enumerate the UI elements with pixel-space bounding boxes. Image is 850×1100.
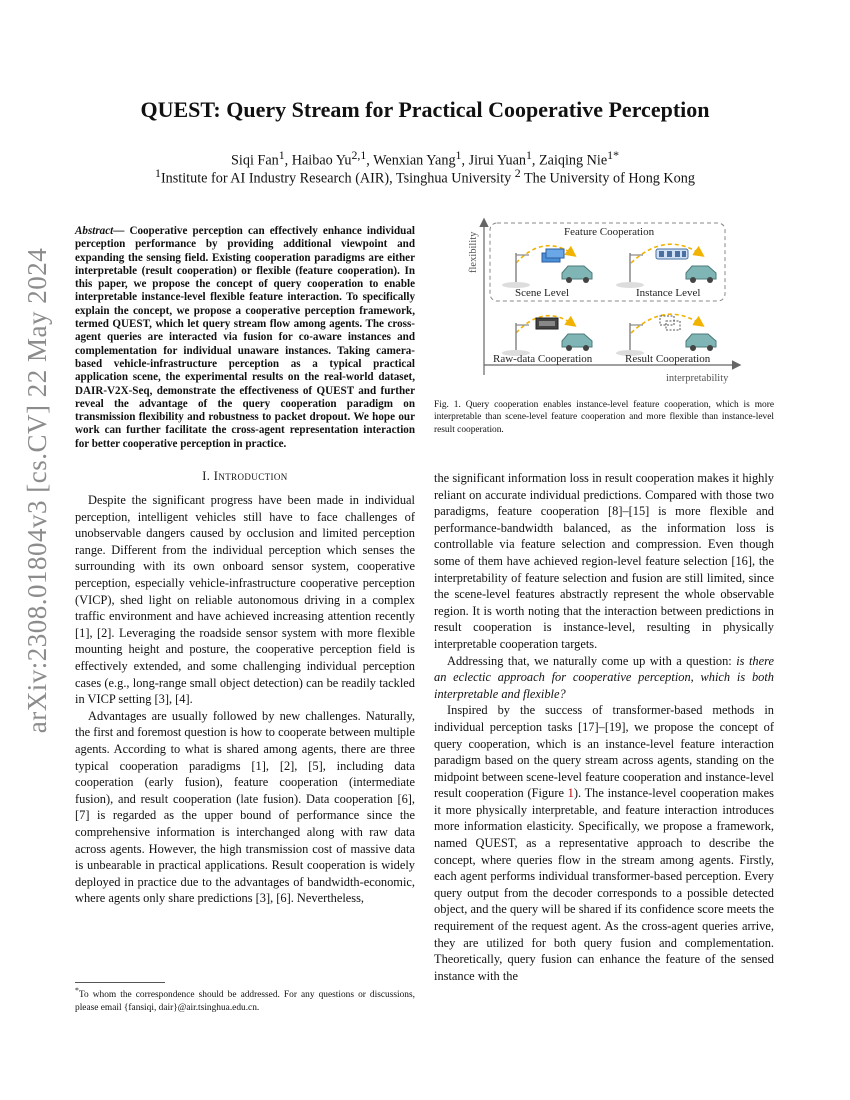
author-list: Siqi Fan$^1$, Haibao Yu$^{2,1}$, Wenxian Yang$^1$, Jirui Yuan$^1$, Zaiqing Nie$^{1*}$ xyxy=(231,148,619,169)
left-column xyxy=(75,225,415,907)
instance-level-cell xyxy=(616,244,716,299)
section-heading: I. Introduction xyxy=(202,469,288,484)
intro-paragraph-2: Advantages are usually followed by new challenges. Naturally, the first and foremost question is how to cooperate between multiple agents. According to what is shared among agents, there are three typical cooperation paradigms [1], [2], [5], including data cooperation (early fusion), feature cooperation (intermediate fusion), and result cooperation (late fusion). Data cooperation [6], [7] is regarded as the upper bound of performance since the comprehensive information is interchanged along with raw data across agents. However, the high transmission cost of massive data is unbearable in practical applications. Result cooperation is widely deployed in practice due to the advantages of bandwidth-economic, where agents only share predictions [3], [6]. Nevertheless, xyxy=(75,708,415,906)
author-name: Siqi Fan xyxy=(231,152,279,169)
figure-1 xyxy=(434,215,774,390)
figure-caption: Fig. 1. Query cooperation enables instance-level feature cooperation, which is more interpretable than scene-level feature cooperation and more flexible than instance-level result cooperation. xyxy=(434,400,774,435)
arxiv-identifier xyxy=(8,247,68,733)
paper-title: QUEST: Query Stream for Practical Cooperative Perception xyxy=(140,97,710,122)
affiliation-1: Institute for AI Industry Research (AIR), Tsinghua University xyxy=(160,170,512,187)
car-icon xyxy=(562,266,592,279)
car-icon xyxy=(562,334,592,347)
footnote-text: To whom the correspondence should be addressed. For any questions or discussions, please email {fansiqi, dair}@air.tsinghua.edu.cn. xyxy=(75,990,415,1013)
figure-1-diagram xyxy=(434,215,774,390)
x-axis-label: interpretability xyxy=(666,373,729,384)
abstract-label: Abstract xyxy=(75,225,114,237)
author-sup: 1 xyxy=(455,148,462,162)
footnote-rule xyxy=(75,982,165,983)
feature-cooperation-label: Feature Cooperation xyxy=(564,226,655,238)
car-icon xyxy=(686,334,716,347)
footnote-sup: * xyxy=(75,986,79,995)
affil-sup: 2 xyxy=(514,166,521,180)
author-sup: 1 xyxy=(278,148,285,162)
footnote xyxy=(75,985,415,1014)
cell-label-scene: Scene Level xyxy=(515,287,570,299)
author-sup: 2,1 xyxy=(351,148,367,162)
right-column xyxy=(434,470,774,984)
result-cell xyxy=(616,314,716,365)
right-paragraph-1: the significant information loss in result cooperation makes it highly reliant on accurate individual predictions. Compared with those two paradigms, feature cooperation [8]–[15] is more flexible and performance-bandwidth balanced, as the information loss is controllable via feature selection and compression. Even though some of them have achieved region-level feature selection [16], the interpretability of feature selection and fusion are still limited, since the scene-level features abstractly represent the whole observable region. It is worth noting that the interaction between predictions in result cooperation is instance-level, resulting in physically interpretable cooperation targets. xyxy=(434,471,774,651)
raw-data-cell xyxy=(493,316,593,365)
para3-a: Inspired by the success of transformer-based methods in individual perception tasks [17]–[19], we propose the concept of query cooperation, which is an instance-level feature interaction paradigm based on the query stream across agents, standing on the midpoint between scene-level feature cooperation and instance-level result cooperation (Figure xyxy=(434,703,774,801)
abstract xyxy=(75,225,415,451)
affiliation-2: The University of Hong Kong xyxy=(523,170,695,187)
author-name: Jirui Yuan xyxy=(468,152,526,169)
author-name: Haibao Yu xyxy=(291,152,352,169)
cell-label-result: Result Cooperation xyxy=(625,353,711,365)
research-question: is there an eclectic approach for cooperative perception, which is both interpretable and flexible? xyxy=(434,653,774,701)
right-paragraph-3 xyxy=(434,702,774,984)
para3-b: ). The instance-level cooperation makes it more physically interpretable, and feature interaction introduces more information elasticity. Specifically, we propose a framework, named QUEST, as a representative approach to describe the concept, where queries flow in the stream among agents. Firstly, each agent performs individual transformer-based perception. Every query output from the decoder corresponds to a possible detected object, and the query will be shared if its confidence score meets the requirement of the request agent. As the cross-agent queries arrive, they are utilized for both query fusion and complementation. Theoretically, query fusion can enhance the feature of the sensed instance with the xyxy=(434,786,774,983)
y-axis-label: flexibility xyxy=(468,231,479,273)
cell-label-raw: Raw-data Cooperation xyxy=(493,353,593,365)
intro-paragraph-1: Despite the significant progress have been made in individual perception, intelligent vehicles still have to face challenges of unobservable dangers caused by occlusion and limited perception range. Different from the individual perception which senses the surrounding with its own onboard sensor system, cooperative perception, especially vehicle-infrastructure cooperative perception (VICP), shed light on reliable autonomous driving in a complex traffic environment and have achieved increasing attention recently [1], [2]. Leveraging the roadside sensor system with more flexible mounting height and posture, the cooperative perception field is effectively extended, and some challenging individual perception cases (e.g., long-range small object detection) can be readily tackled in VICP setting [3], [4]. xyxy=(75,493,415,707)
author-sup: 1 xyxy=(525,148,532,162)
affiliations xyxy=(0,166,850,188)
figure-ref-link[interactable]: 1 xyxy=(567,786,574,801)
author-sup: 1* xyxy=(607,148,619,162)
question-lead: Addressing that, we naturally come up with a question: xyxy=(447,653,737,668)
arxiv-identifier-text: arXiv:2308.01804v3 [cs.CV] 22 May 2024 xyxy=(22,247,53,733)
author-name: Wenxian Yang xyxy=(373,152,456,169)
car-icon xyxy=(686,266,716,279)
abstract-dash: — xyxy=(113,225,125,237)
abstract-text: Cooperative perception can effectively enhance individual perception performance by providing additional viewpoint and expanding the sensing field. Existing cooperation paradigms are either interpretable (result cooperation) or flexible (feature cooperation). In this paper, we propose the concept of query cooperation to enable interpretable instance-level flexible feature interaction. To specifically explain the concept, we propose a cooperative perception framework, termed QUEST, which let query stream flow among agents. The cross-agent queries are interacted via fusion for co-aware instances and complementation for individual unaware instances. Taking camera-based vehicle-infrastructure perception as a typical practical application scene, the experimental results on the real-world dataset, DAIR-V2X-Seq, demonstrate the effectiveness of QUEST and further reveal the advantage of the query cooperation paradigm on transmission flexibility and robustness to packet dropout. We hope our work can further facilitate the cross-agent representation interaction for better cooperative perception in practice. xyxy=(75,225,415,450)
affil-sup: 1 xyxy=(155,166,161,180)
scene-level-cell xyxy=(502,246,592,299)
right-paragraph-2 xyxy=(434,653,774,703)
cell-label-instance: Instance Level xyxy=(636,287,701,299)
author-name: Zaiqing Nie xyxy=(538,152,608,169)
